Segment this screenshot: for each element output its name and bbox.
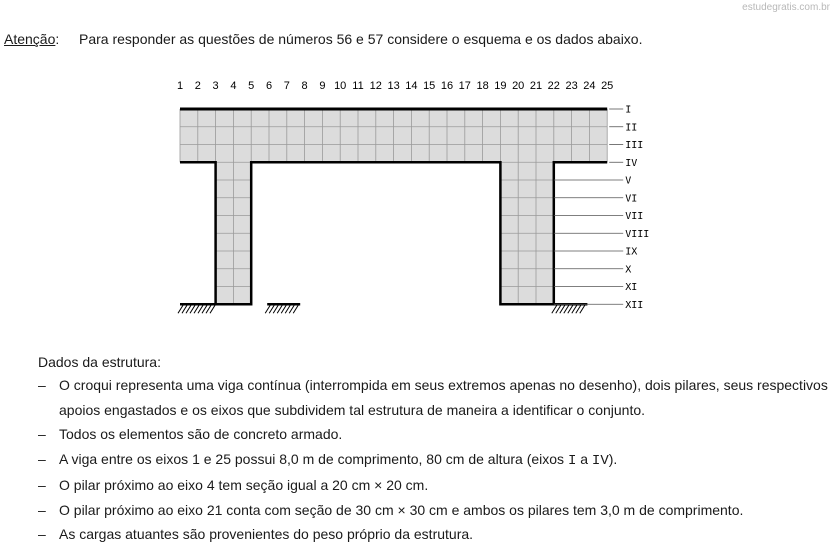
item-text: As cargas atuantes são provenientes do peso próprio da estrutura.	[59, 526, 474, 542]
row-label-vii: VII	[625, 211, 644, 222]
column-label-2: 2	[194, 80, 201, 92]
column-label-17: 17	[458, 80, 471, 92]
column-label-15: 15	[423, 80, 436, 92]
column-label-14: 14	[405, 80, 418, 92]
item-text-before: A viga entre os eixos 1 e 25 possui 8,0 m de comprimento, 80 cm de altura (eixos	[59, 450, 568, 467]
support-left-outer	[178, 304, 216, 313]
item-text-mid: a	[576, 450, 592, 467]
item-text: Todos os elementos são de concreto armado.	[59, 426, 343, 442]
attention-colon: :	[55, 31, 60, 47]
item-dash: –	[38, 477, 46, 493]
axis-ref-iv: IV	[591, 452, 609, 469]
column-label-11: 11	[352, 80, 364, 92]
column-label-19: 19	[494, 80, 507, 92]
item-text-after: ).	[608, 450, 618, 467]
support-right	[552, 304, 588, 313]
column-label-8: 8	[301, 80, 308, 92]
item-text: O croqui representa uma viga contínua (interrompida em seus extremos apenas no desenho), dois pilares, seus respectivos apoios engastados e os eixos que subdividem tal estrutura de maneira a identificar o conjunto.	[59, 377, 828, 418]
watermark: estudegratis.com.br	[742, 2, 830, 13]
column-label-7: 7	[283, 80, 290, 92]
row-label-viii: VIII	[625, 228, 650, 240]
row-label-v: V	[625, 175, 632, 187]
item-dash: –	[38, 450, 46, 467]
column-label-16: 16	[440, 80, 454, 92]
column-label-24: 24	[583, 80, 596, 92]
row-label-vi: VI	[625, 193, 638, 205]
dados-item	[38, 522, 830, 547]
row-label-ix: IX	[625, 246, 638, 258]
column-label-23: 23	[565, 80, 578, 92]
dados-item	[38, 498, 830, 523]
fixed-supports	[178, 304, 587, 313]
item-dash: –	[38, 526, 46, 542]
item-text: O pilar próximo ao eixo 4 tem seção igual a 20 cm × 20 cm.	[59, 477, 429, 493]
column-label-5: 5	[248, 80, 255, 92]
row-label-x: X	[625, 264, 632, 276]
dados-item	[38, 473, 830, 498]
row-label-xi: XI	[625, 282, 638, 293]
column-label-3: 3	[212, 80, 219, 92]
dados-title: Dados da estrutura:	[38, 354, 161, 370]
row-label-i: I	[625, 104, 632, 116]
dados-list	[38, 373, 830, 547]
column-label-21: 21	[529, 80, 543, 92]
column-label-13: 13	[387, 80, 400, 92]
support-left-inner	[265, 304, 300, 313]
column-label-1: 1	[176, 80, 184, 92]
row-axis-labels	[625, 105, 649, 311]
column-label-25: 25	[601, 80, 614, 92]
row-label-iii: III	[625, 140, 644, 151]
column-label-4: 4	[230, 80, 237, 92]
row-label-iv: IV	[625, 157, 638, 169]
axis-ref-i: I	[567, 452, 577, 469]
column-axis-labels	[177, 80, 613, 92]
item-dash: –	[38, 501, 46, 518]
item-dash: –	[38, 377, 46, 393]
item-dash: –	[38, 426, 46, 442]
attention-label: Atenção	[4, 31, 56, 47]
column-label-10: 10	[334, 80, 347, 92]
column-label-12: 12	[369, 80, 382, 92]
item-text: O pilar próximo ao eixo 21 conta com seção de 30 cm × 30 cm e ambos os pilares tem 3,0 m de comprimento.	[59, 501, 744, 518]
column-label-20: 20	[512, 80, 525, 92]
dados-item	[38, 422, 830, 447]
column-label-22: 22	[547, 80, 560, 92]
dados-item	[38, 447, 830, 474]
row-label-ii: II	[625, 122, 638, 134]
column-label-18: 18	[476, 80, 489, 92]
dados-item	[38, 373, 830, 422]
column-label-6: 6	[265, 80, 273, 92]
column-label-9: 9	[319, 80, 326, 92]
row-label-xii: XII	[625, 299, 644, 311]
attention-instruction: Para responder as questões de números 56 e 57 considere o esquema e os dados abaixo.	[79, 31, 643, 47]
